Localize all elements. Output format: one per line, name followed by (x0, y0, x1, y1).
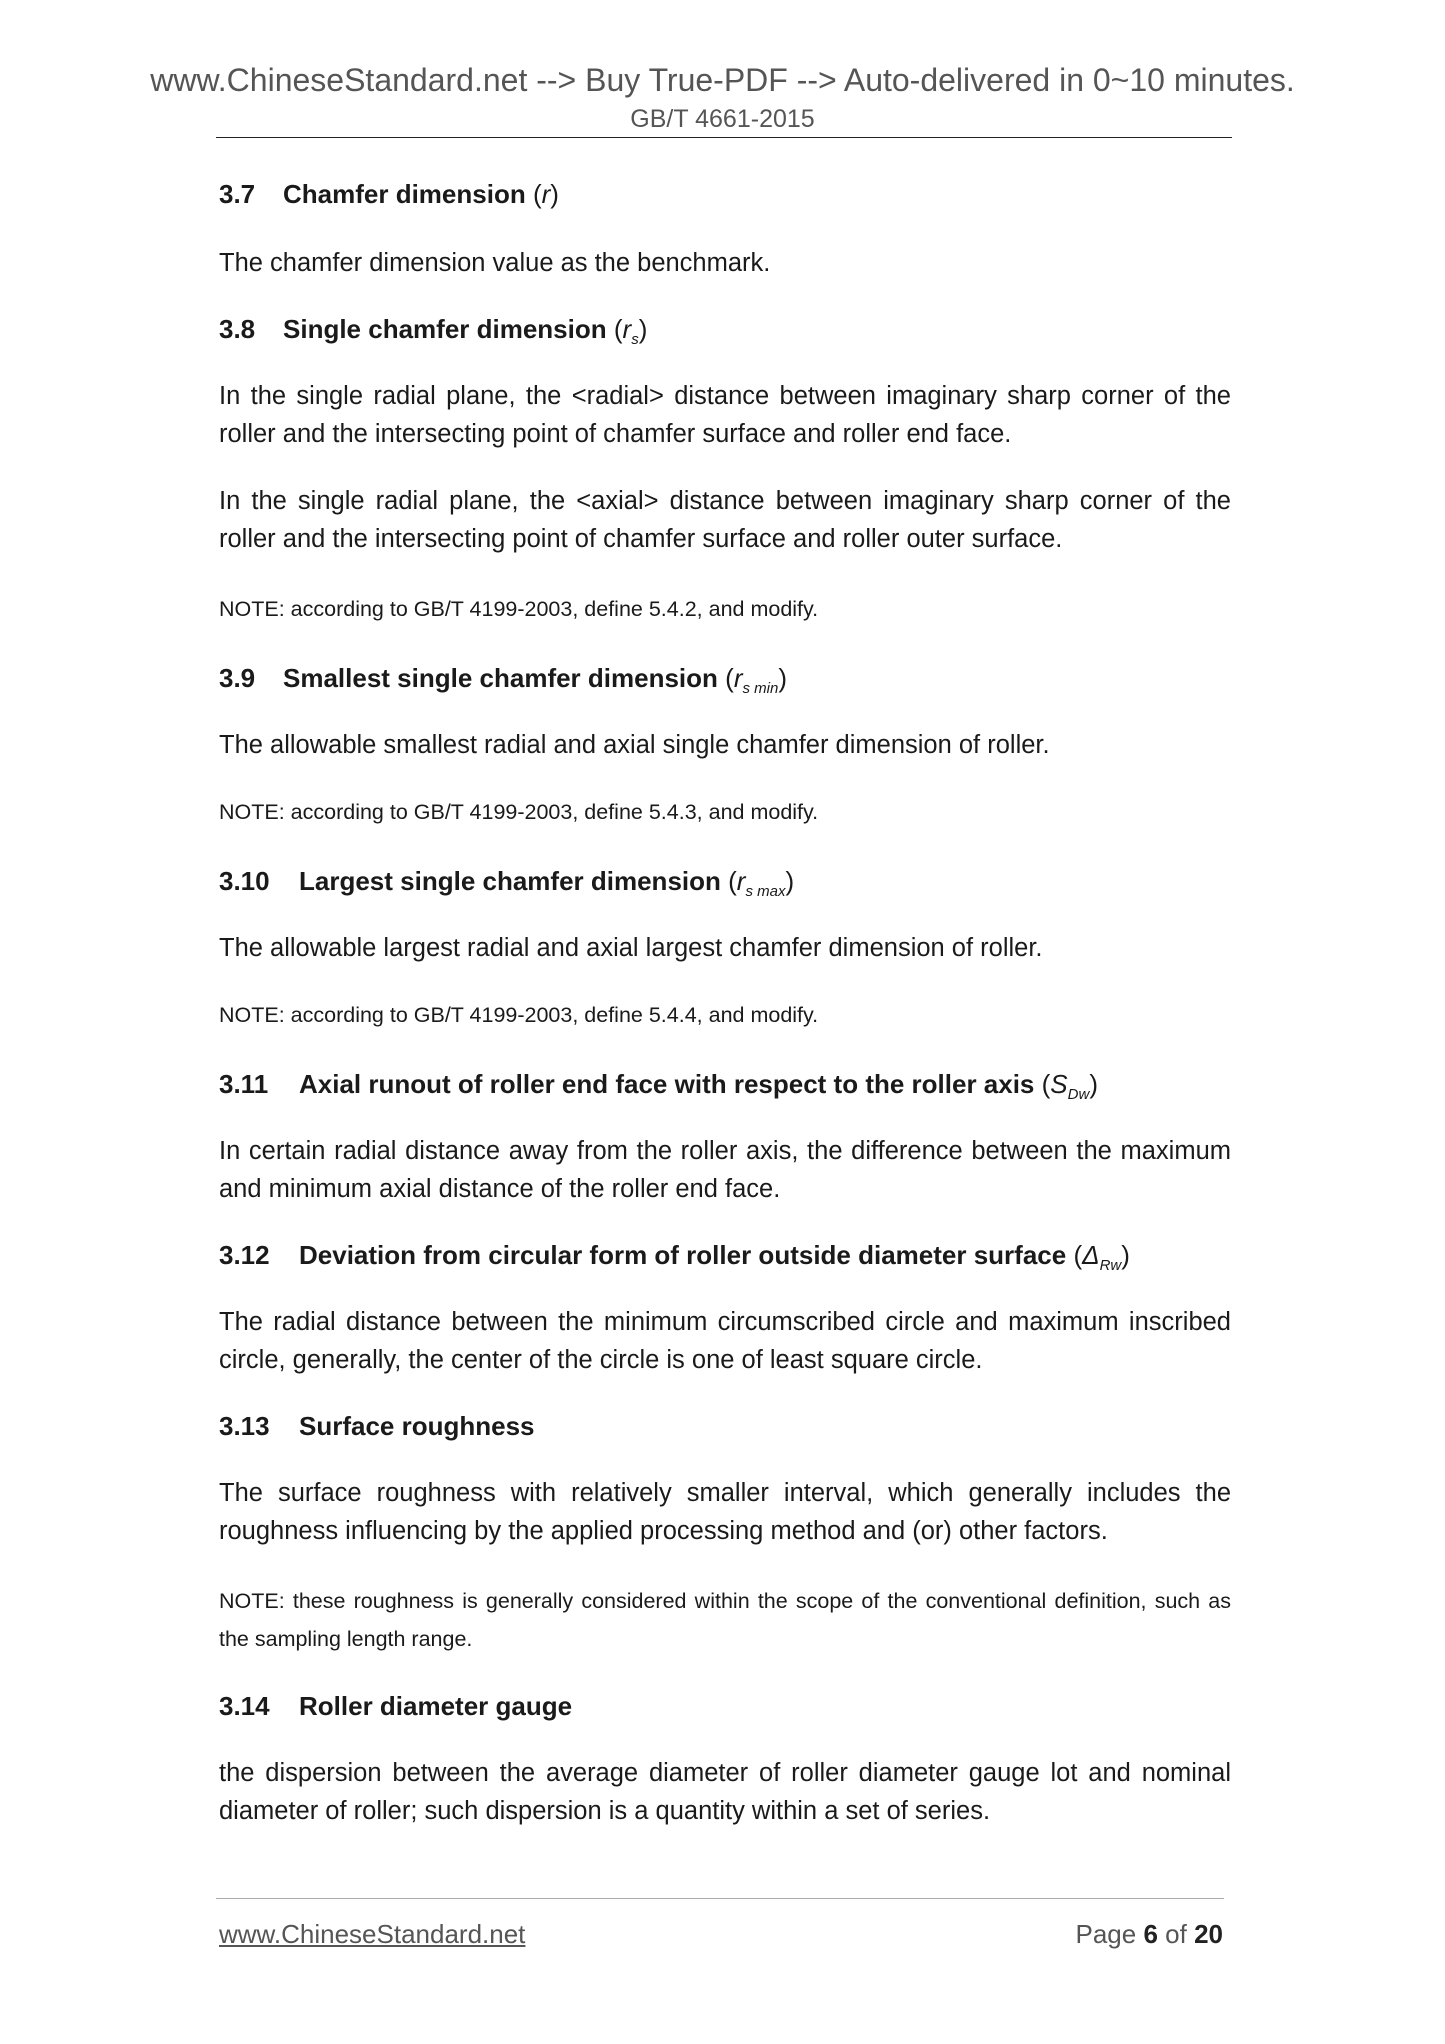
site-banner[interactable]: www.ChineseStandard.net --> Buy True-PDF --> Auto-delivered in 0~10 minutes. (150, 62, 1295, 98)
note: NOTE: according to GB/T 4199-2003, define 5.4.3, and modify. (219, 800, 819, 824)
section-title: Roller diameter gauge (299, 1691, 573, 1721)
section-title: Deviation from circular form of roller outside diameter surface (299, 1240, 1067, 1270)
section-title: Largest single chamfer dimension (299, 866, 721, 896)
note: NOTE: according to GB/T 4199-2003, define 5.4.4, and modify. (219, 1003, 819, 1027)
current-page-number: 6 (1143, 1919, 1158, 1949)
footer-site-link[interactable]: www.ChineseStandard.net (219, 1919, 526, 1949)
section-heading-3-12: 3.12 Deviation from circular form of roller outside diameter surface $(\Delta_{Rw})$ (219, 1240, 1130, 1275)
paragraph: The allowable largest radial and axial largest chamfer dimension of roller. (219, 934, 1043, 962)
paragraph: the dispersion between the average diameter of roller diameter gauge lot and nominal diameter of roller; such dispersion is a quantity within a set of series. (219, 1759, 1231, 1825)
page-indicator: Page 6 of 20 (1075, 1919, 1223, 1949)
section-title: Single chamfer dimension (283, 314, 607, 344)
section-heading-3-11: 3.11 Axial runout of roller end face with respect to the roller axis $(S_{Dw})$ (219, 1069, 1098, 1104)
total-pages-number: 20 (1194, 1919, 1223, 1949)
standard-number: GB/T 4661-2015 (630, 105, 815, 133)
paragraph: The chamfer dimension value as the benchmark. (219, 249, 771, 277)
section-title: Axial runout of roller end face with respect to the roller axis (299, 1069, 1035, 1099)
section-heading-3-10: 3.10 Largest single chamfer dimension $(r_{s max})$ (219, 866, 795, 901)
section-heading-3-7: 3.7 Chamfer dimension (r) (219, 179, 559, 209)
section-title: Chamfer dimension (283, 179, 526, 209)
footer-divider (216, 1898, 1224, 1899)
section-heading-3-9: 3.9 Smallest single chamfer dimension $(r_{s min})$ (219, 663, 788, 698)
paragraph: The radial distance between the minimum circumscribed circle and maximum inscribed circle, generally, the center of the circle is one of least square circle. (219, 1308, 1231, 1374)
note: NOTE: these roughness is generally considered within the scope of the conventional definition, such as the sampling length range. (219, 1589, 1231, 1651)
section-heading-3-14: 3.14 Roller diameter gauge (219, 1691, 573, 1721)
section-title: Smallest single chamfer dimension (283, 663, 718, 693)
paragraph: The allowable smallest radial and axial single chamfer dimension of roller. (219, 731, 1050, 759)
section-heading-3-8: 3.8 Single chamfer dimension $(r_s)$ (219, 314, 648, 349)
section-heading-3-13: 3.13 Surface roughness (219, 1411, 535, 1441)
section-title: Surface roughness (299, 1411, 535, 1441)
paragraph: In the single radial plane, the <axial> distance between imaginary sharp corner of the roller and the intersecting point of chamfer surface and roller outer surface. (219, 487, 1231, 553)
paragraph: In certain radial distance away from the roller axis, the difference between the maximum and minimum axial distance of the roller end face. (219, 1137, 1231, 1203)
note: NOTE: according to GB/T 4199-2003, define 5.4.2, and modify. (219, 597, 819, 621)
paragraph: The surface roughness with relatively smaller interval, which generally includes the roughness influencing by the applied processing method and (or) other factors. (219, 1479, 1231, 1545)
paragraph: In the single radial plane, the <radial> distance between imaginary sharp corner of the roller and the intersecting point of chamfer surface and roller end face. (219, 382, 1231, 448)
header-divider (216, 137, 1232, 138)
